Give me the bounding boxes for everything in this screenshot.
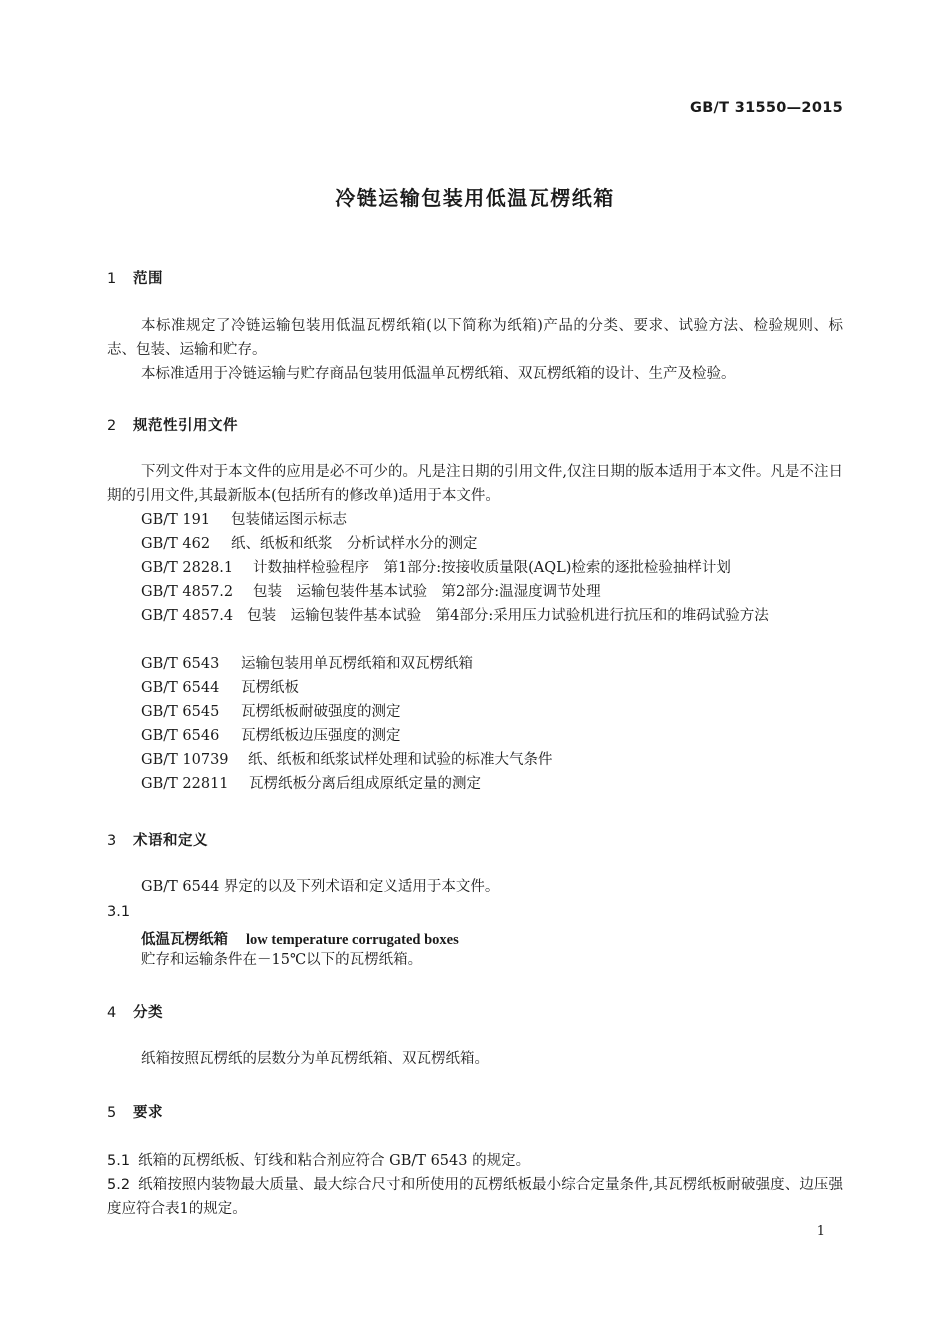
section-number: 2 (107, 418, 117, 434)
term-english: low temperature corrugated boxes (246, 932, 459, 948)
reference-item (141, 652, 473, 676)
reference-title: 纸、纸板和纸浆试样处理和试验的标准大气条件 (248, 752, 553, 768)
reference-code: GB/T 462 (141, 536, 211, 552)
reference-title: 纸、纸板和纸浆 分析试样水分的测定 (231, 536, 478, 552)
section-4-heading (107, 1001, 163, 1022)
section-3-intro: GB/T 6544 界定的以及下列术语和定义适用于本文件。 (141, 879, 500, 895)
clause-5-2 (107, 1173, 843, 1221)
reference-item (141, 556, 731, 580)
reference-title: 包装储运图示标志 (231, 512, 347, 528)
clause-text: 纸箱按照内装物最大质量、最大综合尺寸和所使用的瓦楞纸板最小综合定量条件,其瓦楞纸板耐破强度、边压强度应符合表1的规定。 (107, 1177, 843, 1217)
reference-code: GB/T 4857.4 (141, 608, 234, 624)
section-number: 5 (107, 1105, 117, 1121)
reference-code: GB/T 6546 (141, 728, 220, 744)
reference-title: 瓦楞纸板分离后组成原纸定量的测定 (249, 776, 481, 792)
reference-title: 包装 运输包装件基本试验 第2部分:温湿度调节处理 (253, 584, 601, 600)
reference-item (141, 748, 553, 772)
section-4-paragraph: 纸箱按照瓦楞纸的层数分为单瓦楞纸箱、双瓦楞纸箱。 (141, 1051, 489, 1067)
section-1-paragraph-2: 本标准适用于冷链运输与贮存商品包装用低温单瓦楞纸箱、双瓦楞纸箱的设计、生产及检验。 (141, 366, 736, 382)
reference-item (141, 676, 299, 700)
reference-title: 运输包装用单瓦楞纸箱和双瓦楞纸箱 (241, 656, 473, 672)
reference-code: GB/T 22811 (141, 776, 229, 792)
reference-code: GB/T 191 (141, 512, 211, 528)
reference-title: 计数抽样检验程序 第1部分:按接收质量限(AQL)检索的逐批检验抽样计划 (253, 560, 731, 576)
reference-item (141, 772, 481, 796)
term-number: 3.1 (107, 904, 131, 920)
section-number: 4 (107, 1005, 117, 1021)
reference-code: GB/T 10739 (141, 752, 229, 768)
section-title: 范围 (133, 271, 163, 287)
clause-5-1 (107, 1149, 843, 1173)
section-title: 术语和定义 (133, 833, 208, 849)
term-definition: 贮存和运输条件在－15℃以下的瓦楞纸箱。 (141, 952, 423, 968)
clause-number: 5.1 (107, 1153, 131, 1169)
clause-text: 纸箱的瓦楞纸板、钉线和粘合剂应符合 GB/T 6543 的规定。 (138, 1153, 531, 1169)
document-title: 冷链运输包装用低温瓦楞纸箱 (335, 186, 615, 210)
standard-code: GB/T 31550—2015 (690, 100, 843, 116)
reference-title: 瓦楞纸板边压强度的测定 (241, 728, 401, 744)
reference-code: GB/T 6544 (141, 680, 220, 696)
reference-item (141, 724, 401, 748)
section-number: 3 (107, 833, 117, 849)
section-3-heading (107, 829, 208, 850)
term-entry (141, 928, 459, 949)
reference-title: 瓦楞纸板耐破强度的测定 (241, 704, 401, 720)
reference-item (141, 700, 401, 724)
reference-title: 包装 运输包装件基本试验 第4部分:采用压力试验机进行抗压和的堆码试验方法 (247, 608, 769, 624)
section-5-heading (107, 1101, 163, 1122)
page-number: 1 (816, 1224, 825, 1239)
section-1-paragraph-1: 本标准规定了冷链运输包装用低温瓦楞纸箱(以下简称为纸箱)产品的分类、要求、试验方法、检验规则、标志、包装、运输和贮存。 (107, 318, 843, 358)
reference-code: GB/T 2828.1 (141, 560, 234, 576)
clause-number: 5.2 (107, 1177, 131, 1193)
section-2-heading (107, 414, 238, 435)
section-title: 分类 (133, 1005, 163, 1021)
reference-code: GB/T 6545 (141, 704, 220, 720)
section-title: 要求 (133, 1105, 163, 1121)
reference-item (141, 532, 478, 556)
reference-code: GB/T 6543 (141, 656, 220, 672)
reference-item (107, 604, 843, 628)
reference-item (141, 580, 601, 604)
reference-code: GB/T 4857.2 (141, 584, 234, 600)
section-title: 规范性引用文件 (133, 418, 238, 434)
term-chinese: 低温瓦楞纸箱 (141, 932, 228, 948)
section-2-intro: 下列文件对于本文件的应用是必不可少的。凡是注日期的引用文件,仅注日期的版本适用于本文件。凡是不注日期的引用文件,其最新版本(包括所有的修改单)适用于本文件。 (107, 464, 843, 504)
reference-title: 瓦楞纸板 (241, 680, 299, 696)
section-number: 1 (107, 271, 117, 287)
section-1-heading (107, 267, 163, 288)
reference-item (141, 508, 347, 532)
